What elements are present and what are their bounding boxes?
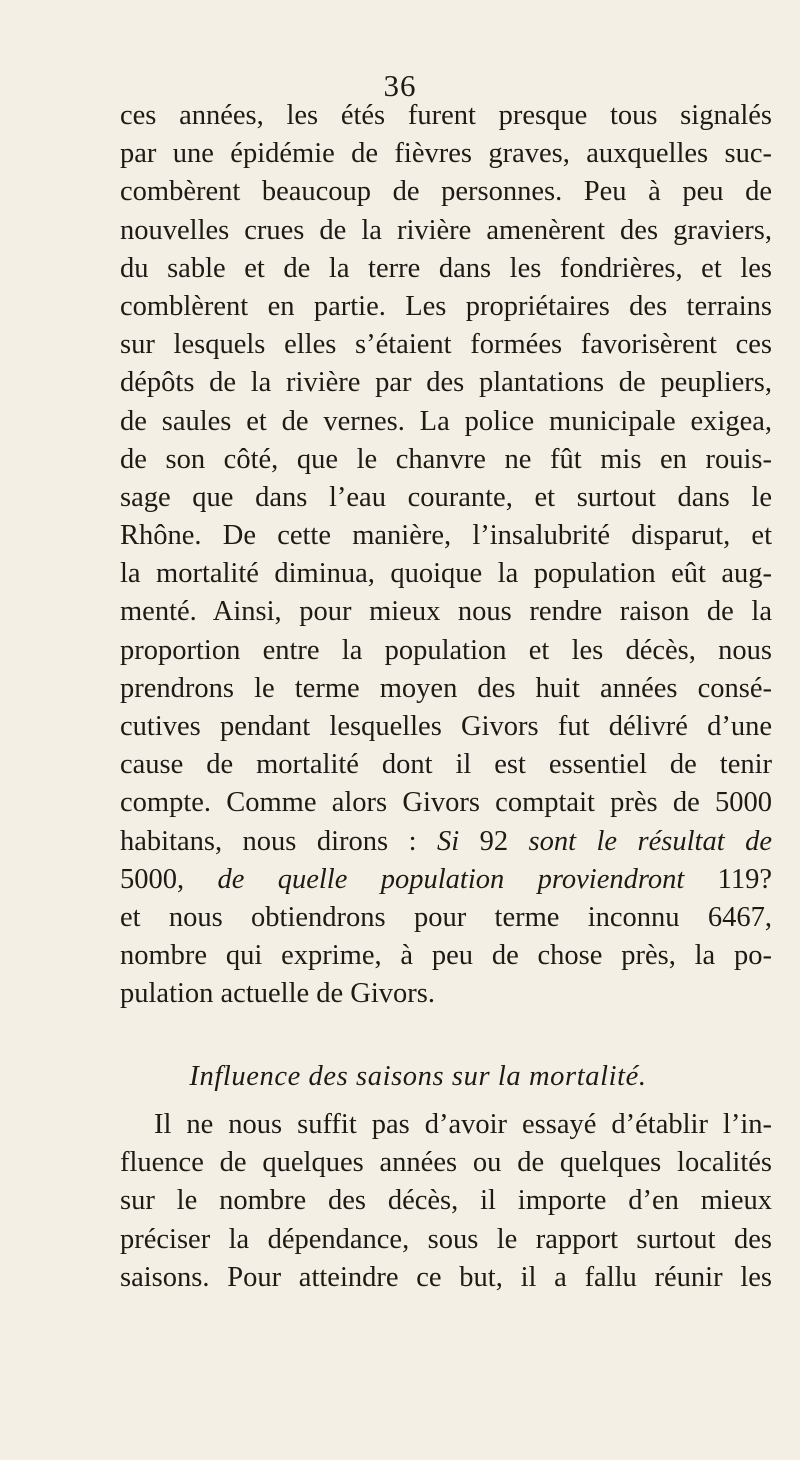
italic-segment: Si bbox=[436, 825, 460, 857]
text-line: cutives pendant lesquelles Givors fut délivré d’une bbox=[120, 711, 772, 742]
text-line: prendrons le terme moyen des huit années consé- bbox=[120, 672, 772, 704]
text-line: combèrent beaucoup de personnes. Peu à peu de bbox=[120, 176, 772, 208]
text-line: fluence de quelques années ou de quelques localités bbox=[120, 1147, 772, 1179]
text-line: par une épidémie de fièvres graves, auxquelles suc- bbox=[120, 138, 772, 170]
text-line: ces années, les étés furent presque tous signalés bbox=[120, 100, 772, 131]
italic-segment: de quelle population proviendront bbox=[217, 863, 685, 895]
text-line: Rhône. De cette manière, l’insalubrité disparut, et bbox=[120, 520, 772, 552]
text-line: et nous obtiendrons pour terme inconnu 6467, bbox=[120, 901, 772, 933]
text-line: proportion entre la population et les décès, nous bbox=[120, 634, 772, 666]
text-line: sage que dans l’eau courante, et surtout dans le bbox=[120, 481, 772, 513]
text-line: Il ne nous suffit pas d’avoir essayé d’établir l’in- bbox=[154, 1109, 772, 1140]
text-segment: 92 bbox=[459, 825, 529, 857]
text-line: sur lesquels elles s’étaient formées favorisèrent ces bbox=[120, 329, 772, 361]
paragraph-2 bbox=[120, 1106, 772, 1297]
text-segment: 5000, bbox=[120, 863, 218, 895]
paragraph-1 bbox=[120, 97, 772, 1014]
text-line: de son côté, que le chanvre ne fût mis en rouis- bbox=[120, 443, 772, 475]
text-line: compte. Comme alors Givors comptait près de 5000 bbox=[120, 787, 772, 819]
text-line: du sable et de la terre dans les fondrières, et les bbox=[120, 252, 772, 284]
text-line: comblèrent en partie. Les propriétaires des terrains bbox=[120, 290, 772, 322]
section-heading: Influence des saisons sur la mortalité. bbox=[189, 1061, 647, 1092]
text-segment: habitans, nous dirons : bbox=[120, 825, 437, 857]
text-line: cause de mortalité dont il est essentiel de tenir bbox=[120, 749, 772, 781]
text-line: saisons. Pour atteindre ce but, il a fallu réunir les bbox=[120, 1261, 772, 1293]
text-line-problem-statement bbox=[120, 823, 772, 861]
text-line: sur le nombre des décès, il importe d’en mieux bbox=[120, 1185, 772, 1217]
text-line: menté. Ainsi, pour mieux nous rendre raison de la bbox=[120, 596, 772, 628]
page-number: 36 bbox=[383, 68, 417, 103]
text-line: dépôts de la rivière par des plantations de peupliers, bbox=[120, 367, 772, 399]
italic-segment: sont le résultat de bbox=[528, 825, 772, 857]
text-line: nouvelles crues de la rivière amenèrent des graviers, bbox=[120, 214, 772, 246]
text-line: la mortalité diminua, quoique la population eût aug- bbox=[120, 558, 772, 590]
text-line: pulation actuelle de Givors. bbox=[120, 978, 435, 1010]
text-segment: 119? bbox=[684, 863, 772, 895]
text-line: de saules et de vernes. La police municipale exigea, bbox=[120, 405, 772, 437]
text-line: nombre qui exprime, à peu de chose près, la po- bbox=[120, 940, 772, 972]
text-line-problem-statement bbox=[120, 861, 772, 899]
text-line: préciser la dépendance, sous le rapport surtout des bbox=[120, 1223, 772, 1255]
